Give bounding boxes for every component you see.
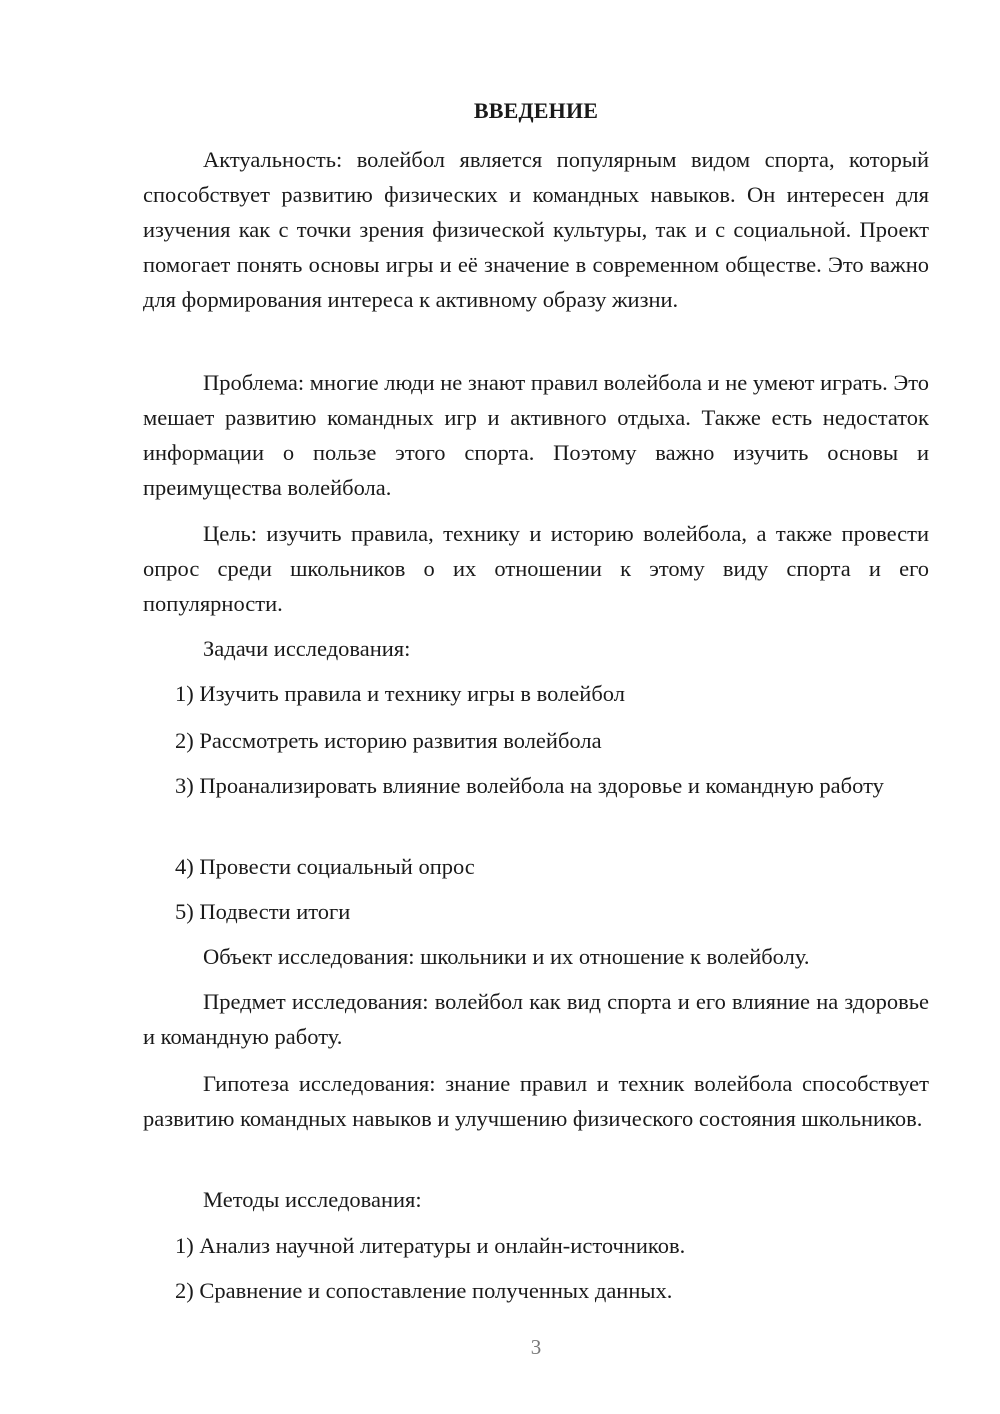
task-item-3: 3) Проанализировать влияние волейбола на здоровье и командную работу — [175, 773, 884, 798]
method-item-1: 1) Анализ научной литературы и онлайн-источников. — [175, 1233, 686, 1258]
paragraph-relevance: Актуальность: волейбол является популярным видом спорта, который способствует развитию физических и командных навыков. Он интересен для изучения как с точки зрения физической культуры, так и с социальной. Проект помогает понять основы игры и её значение в современном обществе. Это важно для формирования интереса к активному образу жизни. — [143, 147, 929, 312]
task-item-2: 2) Рассмотреть историю развития волейбола — [175, 728, 602, 753]
paragraph-subject: Предмет исследования: волейбол как вид спорта и его влияние на здоровье и командную работу. — [143, 989, 929, 1049]
task-item-5: 5) Подвести итоги — [175, 899, 351, 924]
paragraph-object: Объект исследования: школьники и их отношение к волейболу. — [203, 944, 810, 969]
task-item-1: 1) Изучить правила и технику игры в волейбол — [175, 681, 625, 706]
page-number: 3 — [530, 1335, 542, 1359]
paragraph-hypothesis: Гипотеза исследования: знание правил и техник волейбола способствует развитию командных навыков и улучшению физического состояния школьников. — [143, 1071, 929, 1131]
task-item-4: 4) Провести социальный опрос — [175, 854, 475, 879]
methods-heading: Методы исследования: — [203, 1187, 422, 1212]
paragraph-problem: Проблема: многие люди не знают правил волейбола и не умеют играть. Это мешает развитию командных игр и активного отдыха. Также есть недостаток информации о пользе этого спорта. Поэтому важно изучить основы и преимущества волейбола. — [143, 370, 929, 500]
section-title: ВВЕДЕНИЕ — [473, 98, 599, 123]
paragraph-goal: Цель: изучить правила, технику и историю волейбола, а также провести опрос среди школьников о их отношении к этому виду спорта и его популярности. — [143, 521, 929, 616]
tasks-heading: Задачи исследования: — [203, 636, 411, 661]
method-item-2: 2) Сравнение и сопоставление полученных данных. — [175, 1278, 673, 1303]
